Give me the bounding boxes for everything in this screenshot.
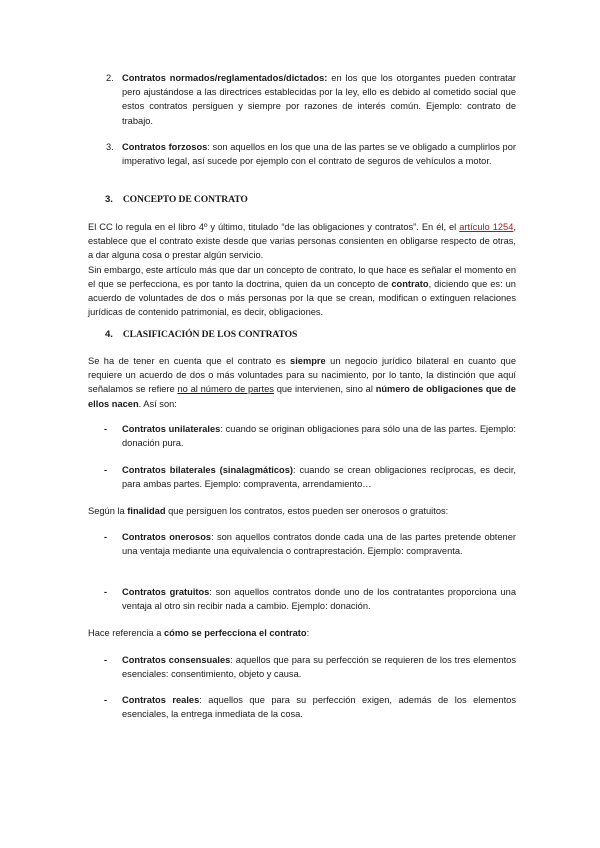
item-number: 3. <box>106 142 114 152</box>
list-item-gratuitos <box>104 585 516 613</box>
list-item-contratos-forzosos <box>106 140 516 168</box>
concepto-paragraphs <box>88 220 516 319</box>
paragraph: Sin embargo, este artículo más que dar un concepto de contrato, lo que hace es señalar el momento en el que se perfecciona, es por tanto la doctrina, quien da un concepto de contrato, diciendo que es: un acuerdo de voluntades de dos o más personas por la que se crean, modifican o extinguen relaciones jurídicas de contenido patrimonial, es decir, obligaciones. <box>88 264 516 318</box>
item-term: Contratos normados/reglamentados/dictados: <box>122 73 328 83</box>
article-link[interactable]: artículo 1254 <box>459 222 514 232</box>
dash-bullet: - <box>104 695 108 705</box>
list-item-consensuales <box>104 653 516 681</box>
dash-bullet: - <box>104 424 108 434</box>
list-item-onerosos <box>104 530 516 558</box>
item-text: Contratos bilaterales (sinalagmáticos): cuando se crean obligaciones recíprocas, es decir, para ambas partes. Ejemplo: compraventa, arrendamiento… <box>122 465 516 490</box>
item-term: Contratos forzosos <box>122 142 208 152</box>
item-number: 2. <box>106 73 114 83</box>
paragraph: Se ha de tener en cuenta que el contrato es siempre un negocio jurídico bilateral en cuanto que requiere un acuerdo de dos o más voluntades para su nacimiento, por lo tanto, la distinción que aquí señalamos se refiere no al número de partes que intervienen, sino al número de obligaciones que de ellos nacen. Así son: <box>88 356 516 409</box>
item-text: Contratos unilaterales: cuando se originan obligaciones para sólo una de las partes. Ejemplo: donación pura. <box>122 424 516 449</box>
finalidad-paragraph: Según la finalidad que persiguen los contratos, estos pueden ser onerosos o gratuitos: <box>88 506 449 516</box>
item-text: Contratos forzosos: son aquellos en los que una de las partes se ve obligado a cumplirlos por imperativo legal, así sucede por ejemplo con el contrato de seguros de vehículos a motor. <box>122 142 516 167</box>
item-text: Contratos normados/reglamentados/dictados: en los que los otorgantes pueden contratar pero ajustándose a las directrices establecidas por la ley, ello es debido al cometido social que estos contratos persiguen y siempre por razones de interés común. Ejemplo: contrato de trabajo. <box>122 73 516 126</box>
clasificacion-intro <box>88 354 516 411</box>
section-heading-concepto: 3. CONCEPTO DE CONTRATO <box>105 194 248 205</box>
section-heading-clasificacion: 4. CLASIFICACIÓN DE LOS CONTRATOS <box>105 329 298 340</box>
dash-bullet: - <box>104 532 108 542</box>
item-text: Contratos onerosos: son aquellos contratos donde cada una de las partes pretende obtener una ventaja mediante una equivalencia o contraprestación. Ejemplo: compraventa. <box>122 532 516 557</box>
list-item-unilaterales <box>104 422 516 450</box>
item-text: Contratos reales: aquellos que para su perfección exigen, además de los elementos esenciales, la entrega inmediata de la cosa. <box>122 695 516 720</box>
list-item-reales <box>104 693 516 721</box>
dash-bullet: - <box>104 587 108 597</box>
item-text: Contratos gratuitos: son aquellos contratos donde uno de los contratantes proporciona una ventaja al otro sin recibir nada a cambio. Ejemplo: donación. <box>122 587 516 612</box>
item-text: Contratos consensuales: aquellos que para su perfección se requieren de los tres elementos esenciales: consentimiento, objeto y causa. <box>122 655 516 680</box>
dash-bullet: - <box>104 655 108 665</box>
perfecciona-paragraph: Hace referencia a cómo se perfecciona el contrato: <box>88 628 310 638</box>
paragraph: El CC lo regula en el libro 4º y último, titulado “de las obligaciones y contratos”. En él, el artículo 1254, establece que el contrato existe desde que varias personas consienten en obligarse respecto de otras, a dar alguna cosa o prestar algún servicio. <box>88 222 516 261</box>
list-item-contratos-normados <box>106 71 516 128</box>
list-item-bilaterales <box>104 463 516 491</box>
dash-bullet: - <box>104 465 108 475</box>
